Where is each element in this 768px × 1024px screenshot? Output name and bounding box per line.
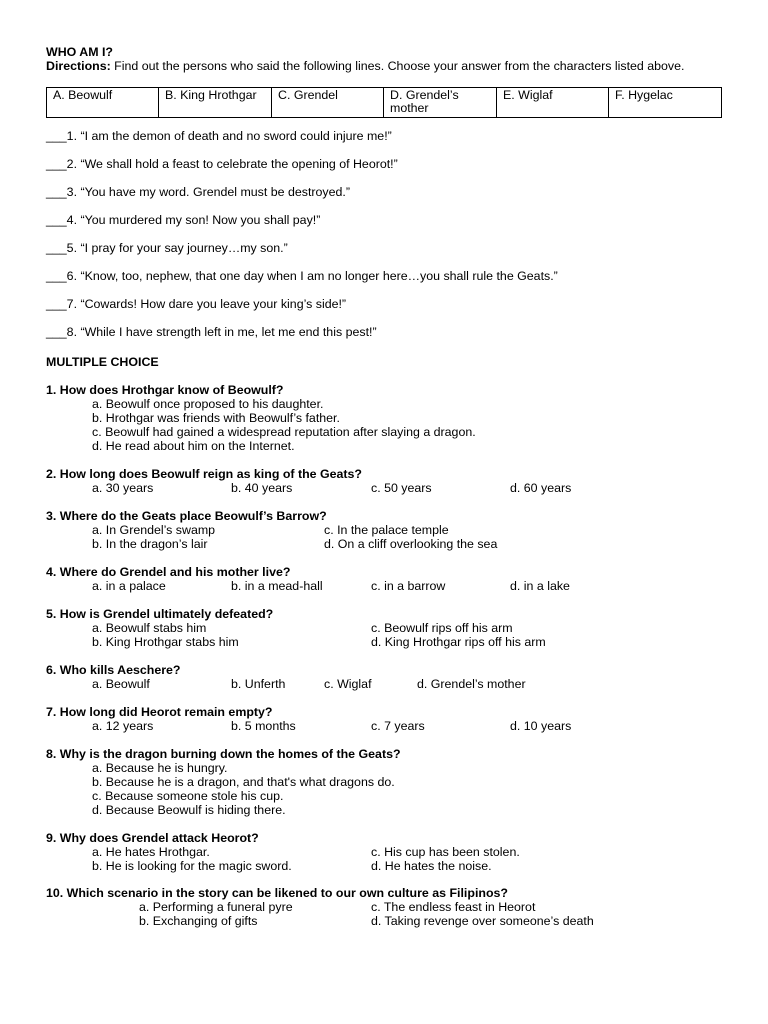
quote-item: ___8. “While I have strength left in me, let me end this pest!” <box>46 325 377 339</box>
answer-option: b. Hrothgar was friends with Beowulf’s father. <box>92 411 340 425</box>
answer-option: c. 7 years <box>371 719 425 733</box>
quote-item: ___3. “You have my word. Grendel must be destroyed.” <box>46 185 350 199</box>
answer-option: a. Beowulf stabs him <box>92 621 207 635</box>
section-heading: MULTIPLE CHOICE <box>46 355 159 369</box>
answer-option: b. in a mead-hall <box>231 579 323 593</box>
answer-option: a. in a palace <box>92 579 166 593</box>
question: 2. How long does Beowulf reign as king of the Geats? <box>46 467 362 481</box>
answer-option: a. Beowulf <box>92 677 150 691</box>
characters-table <box>46 87 722 118</box>
question: 6. Who kills Aeschere? <box>46 663 181 677</box>
answer-option: b. 5 months <box>231 719 296 733</box>
quote-item: ___5. “I pray for your say journey…my son.” <box>46 241 288 255</box>
question: 4. Where do Grendel and his mother live? <box>46 565 291 579</box>
question: 1. How does Hrothgar know of Beowulf? <box>46 383 284 397</box>
answer-option: a. 12 years <box>92 719 154 733</box>
page-title: WHO AM I? <box>46 45 113 59</box>
character-cell: D. Grendel’s mother <box>384 88 497 118</box>
quote-item: ___1. “I am the demon of death and no sword could injure me!” <box>46 129 392 143</box>
answer-option: d. He hates the noise. <box>371 859 492 873</box>
answer-option: c. Because someone stole his cup. <box>92 789 284 803</box>
question: 3. Where do the Geats place Beowulf’s Barrow? <box>46 509 327 523</box>
answer-option: c. Beowulf rips off his arm <box>371 621 513 635</box>
directions-label: Directions: <box>46 59 111 73</box>
answer-option: b. Exchanging of gifts <box>139 914 258 928</box>
answer-option: b. 40 years <box>231 481 293 495</box>
question: 9. Why does Grendel attack Heorot? <box>46 831 259 845</box>
question: 5. How is Grendel ultimately defeated? <box>46 607 274 621</box>
question: 7. How long did Heorot remain empty? <box>46 705 273 719</box>
question: 8. Why is the dragon burning down the homes of the Geats? <box>46 747 401 761</box>
answer-option: b. In the dragon’s lair <box>92 537 208 551</box>
answer-option: a. Performing a funeral pyre <box>139 900 293 914</box>
answer-option: a. Because he is hungry. <box>92 761 228 775</box>
quote-item: ___7. “Cowards! How dare you leave your king’s side!” <box>46 297 347 311</box>
answer-option: d. Because Beowulf is hiding there. <box>92 803 286 817</box>
quote-item: ___2. “We shall hold a feast to celebrate the opening of Heorot!” <box>46 157 398 171</box>
character-cell: C. Grendel <box>272 88 384 118</box>
answer-option: b. King Hrothgar stabs him <box>92 635 239 649</box>
directions-text: Find out the persons who said the following lines. Choose your answer from the characters listed above. <box>110 59 685 73</box>
answer-option: c. His cup has been stolen. <box>371 845 520 859</box>
answer-option: d. 10 years <box>510 719 572 733</box>
character-cell: F. Hygelac <box>609 88 722 118</box>
characters-row <box>47 88 722 118</box>
character-cell: E. Wiglaf <box>497 88 609 118</box>
answer-option: c. 50 years <box>371 481 432 495</box>
answer-option: a. Beowulf once proposed to his daughter. <box>92 397 324 411</box>
character-cell: B. King Hrothgar <box>159 88 272 118</box>
quote-item: ___4. “You murdered my son! Now you shall pay!” <box>46 213 321 227</box>
character-cell: A. Beowulf <box>47 88 159 118</box>
answer-option: a. He hates Hrothgar. <box>92 845 210 859</box>
answer-option: b. Because he is a dragon, and that's what dragons do. <box>92 775 395 789</box>
answer-option: c. Wiglaf <box>324 677 372 691</box>
answer-option: a. In Grendel’s swamp <box>92 523 216 537</box>
answer-option: d. On a cliff overlooking the sea <box>324 537 498 551</box>
answer-option: d. 60 years <box>510 481 572 495</box>
answer-option: b. Unferth <box>231 677 286 691</box>
question: 10. Which scenario in the story can be likened to our own culture as Filipinos? <box>46 886 508 900</box>
answer-option: b. He is looking for the magic sword. <box>92 859 292 873</box>
quote-item: ___6. “Know, too, nephew, that one day when I am no longer here…you shall rule the Geats.” <box>46 269 558 283</box>
answer-option: a. 30 years <box>92 481 154 495</box>
answer-option: d. in a lake <box>510 579 570 593</box>
answer-option: c. Beowulf had gained a widespread reputation after slaying a dragon. <box>92 425 476 439</box>
answer-option: d. King Hrothgar rips off his arm <box>371 635 546 649</box>
directions <box>46 59 684 73</box>
answer-option: d. Taking revenge over someone’s death <box>371 914 594 928</box>
answer-option: c. In the palace temple <box>324 523 449 537</box>
answer-option: c. The endless feast in Heorot <box>371 900 536 914</box>
answer-option: c. in a barrow <box>371 579 446 593</box>
answer-option: d. Grendel’s mother <box>417 677 526 691</box>
answer-option: d. He read about him on the Internet. <box>92 439 295 453</box>
